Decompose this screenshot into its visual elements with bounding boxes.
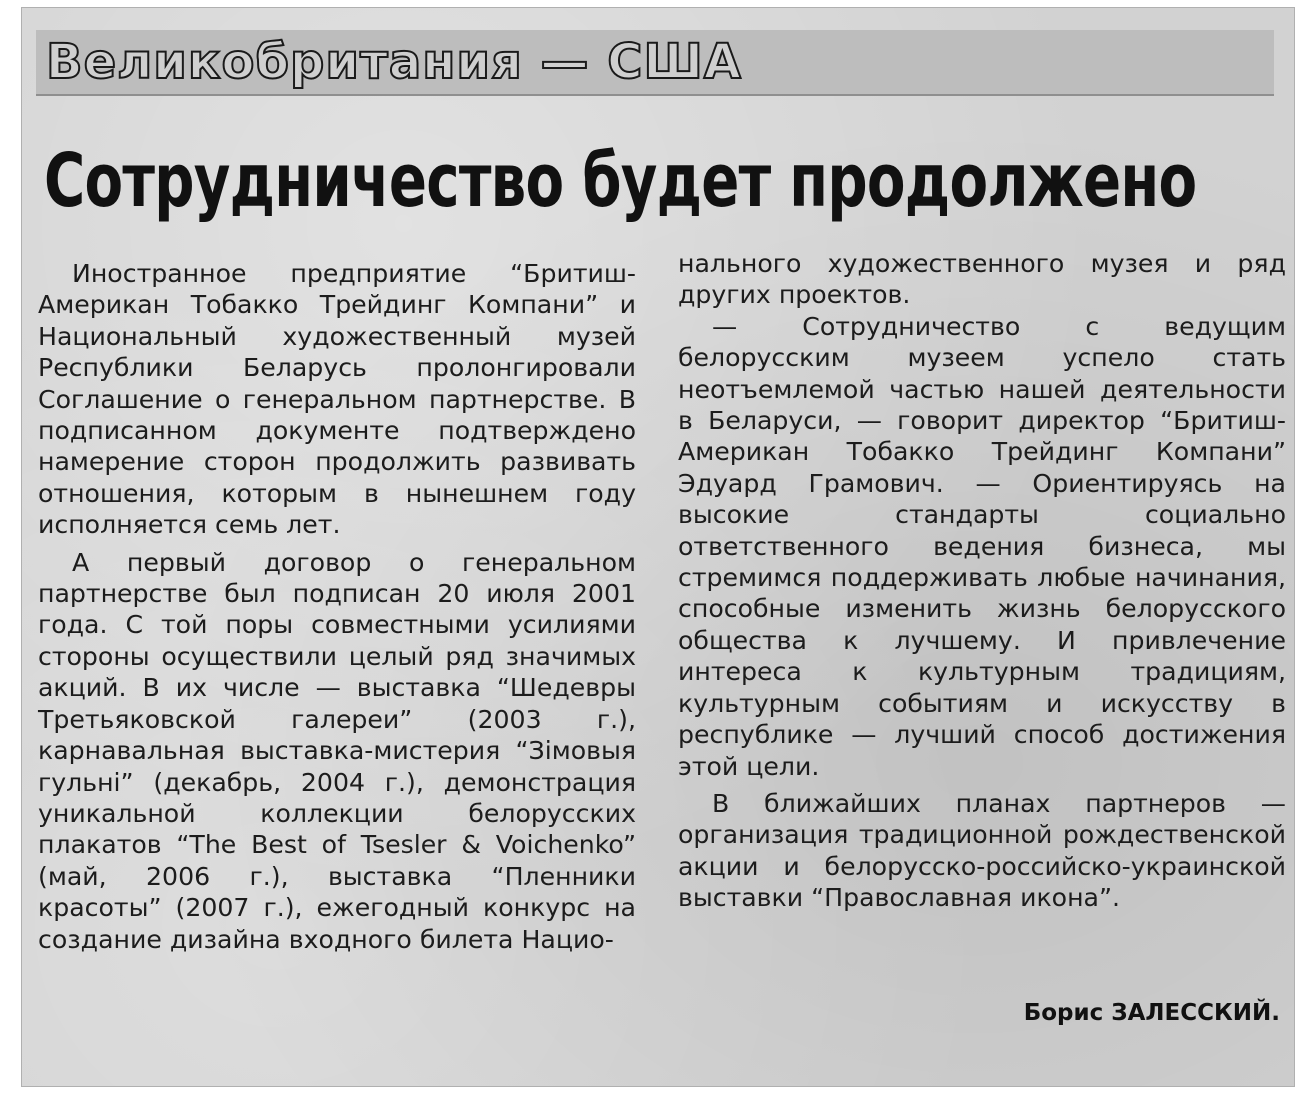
article-paragraph: Иностранное предприятие “Бритиш-Американ Тобакко Трейдинг Компани” и Национальный художественный музей Республики Беларусь пролонгировали Соглашение о генеральном партнерстве. В подписанном документе подтверждено намерение сторон продолжить развивать отношения, которым в нынешнем году исполняется семь лет. [38, 259, 636, 540]
article-paragraph: В ближайших планах партнеров — организация традиционной рождественской акции и белорусско-российско-украинской выставки “Православная икона”. [678, 788, 1286, 913]
newspaper-clipping [22, 8, 1294, 1086]
article-paragraph: А первый договор о генеральном партнерстве был подписан 20 июля 2001 года. С той поры совместными усилиями стороны осуществили целый ряд значимых акций. В их числе — выставка “Шедевры Третьяковской галереи” (2003 г.), карнавальная выставка-мистерия “Зімовыя гульні” (декабрь, 2004 г.), демонстрация уникальной коллекции белорусских плакатов “The Best of Tsesler & Voichenko” (май, 2006 г.), выставка “Пленники красоты” (2007 г.), ежегодный конкурс на создание дизайна входного билета Нацио- [38, 547, 636, 954]
author-byline: Борис ЗАЛЕССКИЙ. [1023, 1000, 1280, 1026]
article-headline: Сотрудничество будет продолжено [44, 138, 1197, 224]
article-column-left [38, 258, 636, 955]
rubric-title: Великобритания — США [46, 34, 742, 90]
article-paragraph: нального художественного музея и ряд других проектов. [678, 249, 1286, 310]
rubric-banner [36, 30, 1274, 96]
article-paragraph: — Сотрудничество с ведущим белорусским музеем успело стать неотъемлемой частью нашей деятельности в Беларуси, — говорит директор “Бритиш-Американ Тобакко Трейдинг Компани” Эдуард Грамович. — Ориентируясь на высокие стандарты социально ответственного ведения бизнеса, мы стремимся поддерживать любые начинания, способные изменить жизнь белорусского общества к лучшему. И привлечение интереса к культурным традициям, культурным событиям и искусству в республике — лучший способ достижения этой цели. [678, 311, 1286, 781]
article-column-right [678, 248, 1286, 914]
